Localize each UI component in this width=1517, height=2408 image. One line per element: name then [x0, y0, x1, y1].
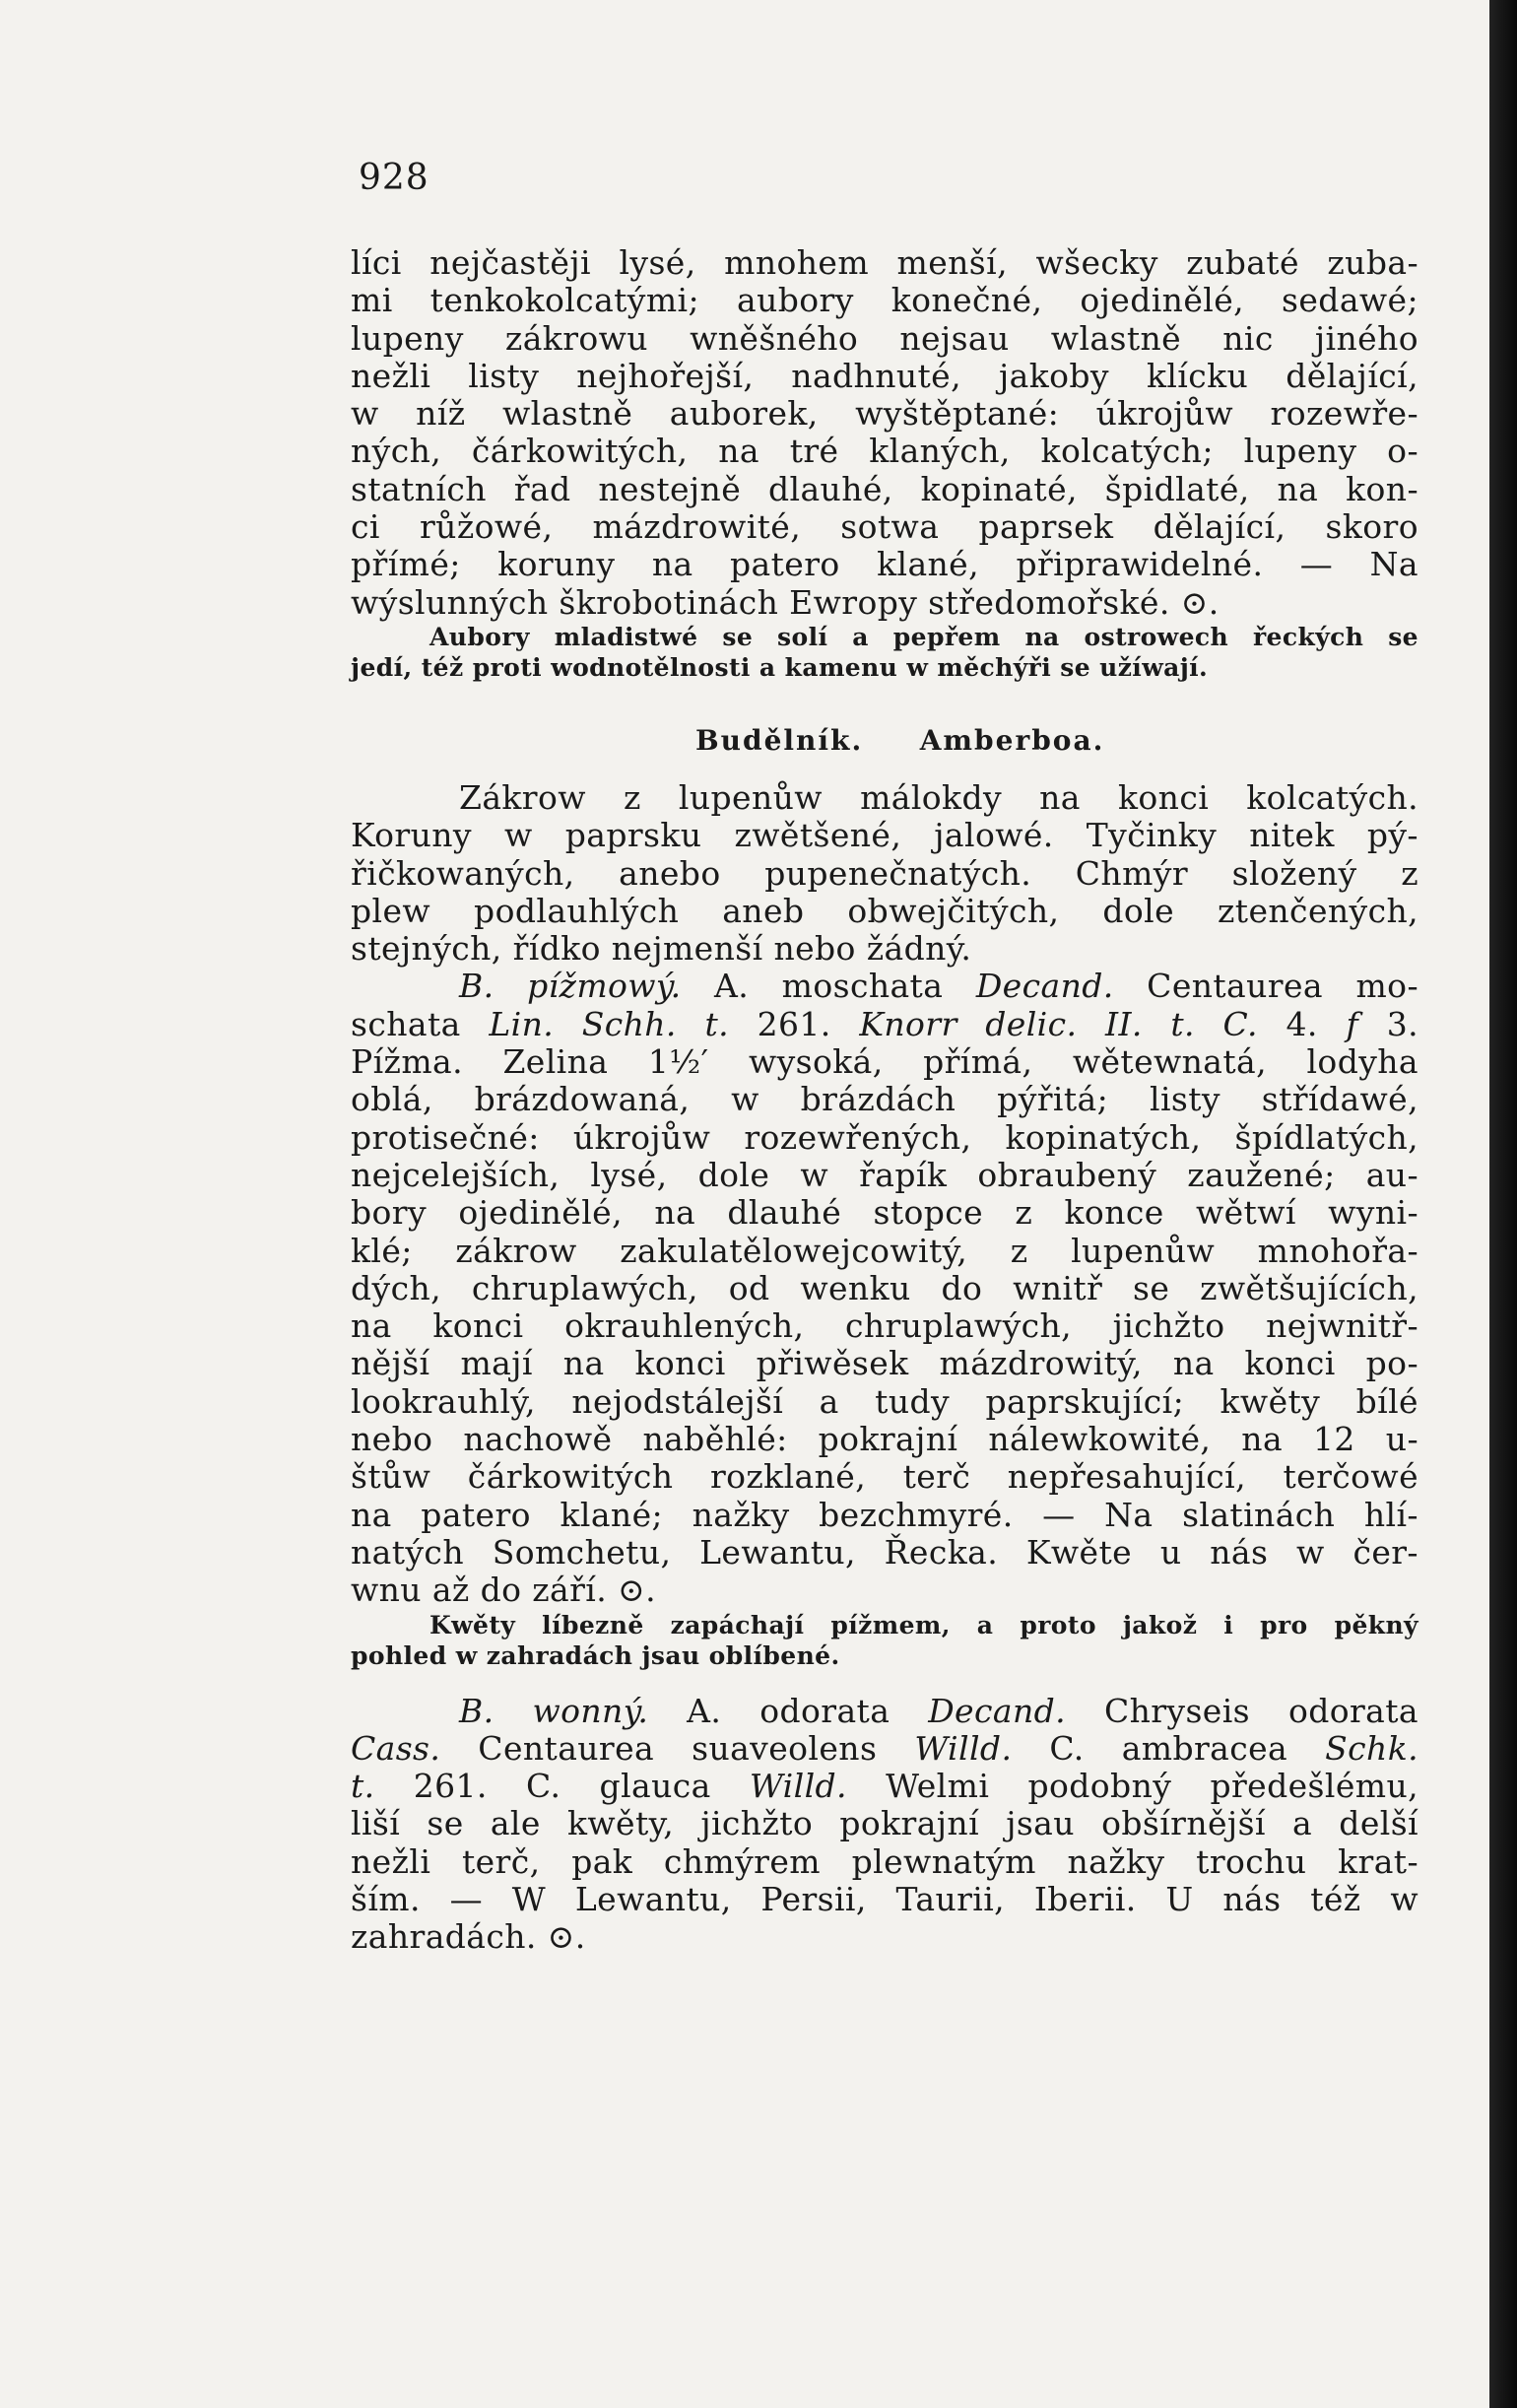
text-line: na konci okrauhlených, chruplawých, jichžto nejwnitř-: [351, 1306, 1418, 1346]
species-name: B. wonný.: [459, 1691, 649, 1730]
species-synonym-line: Cass. Centaurea suaveolens Willd. C. ambracea Schk.: [351, 1728, 1418, 1768]
genus-name-latin: Amberboa.: [919, 723, 1105, 757]
species-entry-odorata: [351, 1693, 1418, 1957]
text-line: Koruny w paprsku zwětšené, jalowé. Tyčinky nitek pý-: [351, 816, 1418, 855]
text-line: statních řad nestejně dlauhé, kopinaté, špidlaté, na kon-: [351, 469, 1418, 508]
text-line: bory ojedinělé, na dlauhé stopce z konce wětwí wyni-: [351, 1193, 1418, 1233]
text-line: zahradách. ⊙.: [351, 1917, 586, 1957]
text-line: mi tenkokolcatými; aubory konečné, ojedinělé, sedawé;: [351, 281, 1418, 320]
text-line: nější mají na konci přiwěsek mázdrowitý, na konci po-: [351, 1344, 1418, 1383]
text-line: na patero klané; nažky bezchmyré. — Na slatinách hlí-: [351, 1495, 1418, 1534]
genus-diagnosis: [351, 779, 1418, 968]
text-line: ci růžowé, mázdrowité, sotwa paprsek dělající, skoro: [351, 507, 1418, 547]
text-line: přímé; koruny na patero klané, připrawidelné. — Na: [351, 545, 1418, 584]
genus-name-czech: Budělník.: [695, 723, 864, 757]
text-line: líci nejčastěji lysé, mnohem menší, wšecky zubaté zuba-: [351, 243, 1418, 282]
text-line: Zákrow z lupenůw málokdy na konci kolcatých.: [459, 777, 1418, 817]
page-number: 928: [359, 158, 429, 198]
note-line: Kwěty líbezně zapáchají pížmem, a proto jakož i pro pěkný: [429, 1610, 1418, 1639]
species-header-line: B. pížmowý. A. moschata Decand. Centaurea mo-: [459, 967, 1418, 1006]
text-line: ším. — W Lewantu, Persii, Taurii, Iberii. U nás též w: [351, 1879, 1418, 1918]
text-line: protisečné: úkrojůw rozewřených, kopinatých, špídlatých,: [351, 1117, 1418, 1157]
text-line: w níž wlastně auborek, wyštěptané: úkrojůw rozewře-: [351, 394, 1418, 434]
text-line: klé; zákrow zakulatělowejcowitý, z lupenůw mnohořa-: [351, 1231, 1418, 1270]
text-line: Pížma. Zelina 1½′ wysoká, přímá, wětewnatá, lodyha: [351, 1042, 1418, 1082]
text-block: [351, 244, 1418, 1957]
text-line: dých, chruplawých, od wenku do wnitř se zwětšujících,: [351, 1268, 1418, 1307]
text-line: nejcelejších, lysé, dole w řapík obraubený zaužené; au-: [351, 1155, 1418, 1194]
text-line: wýslunných škrobotinách Ewropy středomořské. ⊙.: [351, 582, 1220, 622]
text-line: nežli listy nejhořejší, nadhnuté, jakoby klícku dělající,: [351, 356, 1418, 395]
text-line: liší se ale kwěty, jichžto pokrajní jsau obšírnější a delší: [351, 1804, 1418, 1843]
text-line: plew podlauhlých aneb obwejčitých, dole ztenčených,: [351, 891, 1418, 930]
text-line: ných, čárkowitých, na tré klaných, kolcatých; lupeny o-: [351, 432, 1418, 471]
species-entry-moschata: [351, 968, 1418, 1670]
text-line: lookrauhlý, nejodstálejší a tudy paprskující; kwěty bílé: [351, 1381, 1418, 1421]
text-line: nebo nachowě naběhlé: pokrajní nálewkowité, na 12 u-: [351, 1420, 1418, 1459]
text-line: wnu až do září. ⊙.: [351, 1571, 656, 1610]
text-line: stejných, řídko nejmenší nebo žádný.: [351, 929, 972, 969]
text-line: nežli terč, pak chmýrem plewnatým nažky trochu krat-: [351, 1841, 1418, 1881]
note-line: pohled w zahradách jsau oblíbené.: [351, 1640, 840, 1670]
species-name: B. pížmowý.: [459, 967, 682, 1006]
species-synonym-line: t. 261. C. glauca Willd. Welmi podobný předešlému,: [351, 1767, 1418, 1806]
note-line: jedí, též proti wodnotělnosti a kamenu w měchýři se užíwají.: [351, 652, 1209, 682]
page-edge-shadow: [1489, 0, 1517, 2408]
text-line: oblá, brázdowaná, w brázdách pýřitá; listy střídawé,: [351, 1080, 1418, 1119]
note-line: Aubory mladistwé se solí a pepřem na ostrowech řeckých se: [429, 622, 1418, 651]
text-line: natých Somchetu, Lewantu, Řecka. Kwěte u nás w čer-: [351, 1532, 1418, 1572]
text-line: lupeny zákrowu wněšného nejsau wlastně nic jiného: [351, 318, 1418, 358]
species-header-line: B. wonný. A. odorata Decand. Chryseis odorata: [459, 1691, 1418, 1730]
text-line: řičkowaných, anebo pupenečnatých. Chmýr složený z: [351, 853, 1418, 893]
species-synonym-line: schata Lin. Schh. t. 261. Knorr delic. II. t. C. 4. f 3.: [351, 1004, 1418, 1043]
section-continuation: [351, 244, 1418, 683]
text-line: štůw čárkowitých rozklané, terč nepřesahující, terčowé: [351, 1457, 1418, 1497]
genus-heading: [351, 702, 1418, 779]
